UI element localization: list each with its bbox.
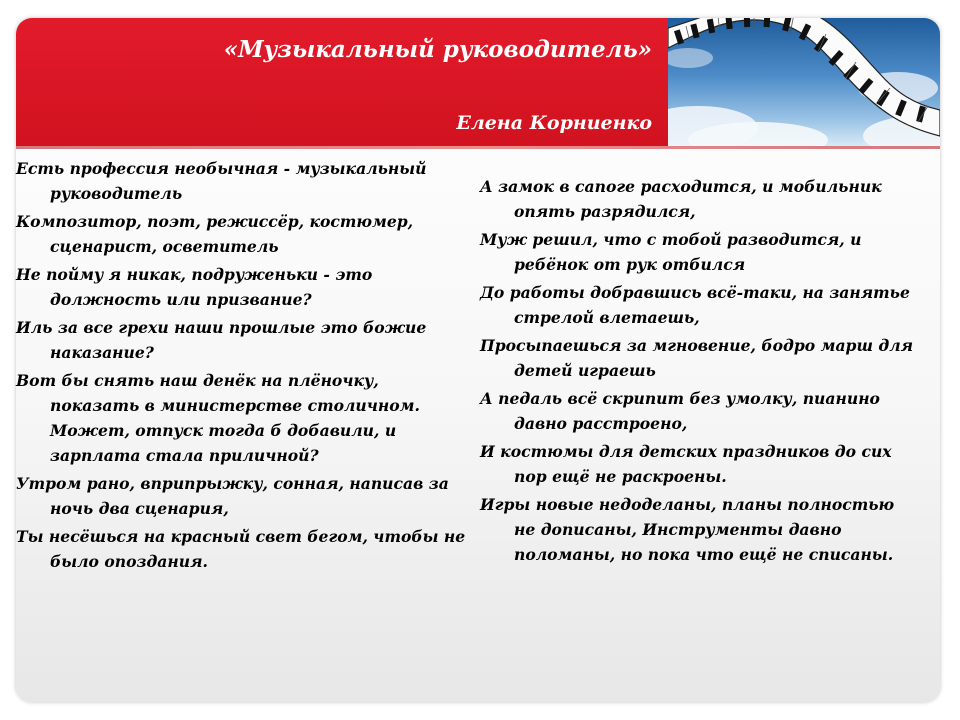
poem-column-right xyxy=(480,174,916,570)
poem-line: А педаль всё скрипит без умолку, пианино давно расстроено, xyxy=(480,389,880,433)
piano-keys-image xyxy=(668,18,940,146)
poem-line: Муж решил, что с тобой разводится, и ребёнок от рук отбился xyxy=(480,230,862,274)
poem-column-left xyxy=(16,156,466,577)
page-title: «Музыкальный руководитель» xyxy=(223,36,652,63)
header-divider xyxy=(16,146,940,149)
poem-line: Иль за все грехи наши прошлые это божие наказание? xyxy=(16,318,427,362)
poem-line: Утром рано, вприпрыжку, сонная, написав за ночь два сценария, xyxy=(16,474,449,518)
poem-line: И костюмы для детских праздников до сих пор ещё не раскроены. xyxy=(480,442,892,486)
poem-line: Игры новые недоделаны, планы полностью не дописаны, Инструменты давно поломаны, но пока что ещё не списаны. xyxy=(480,495,895,564)
poem-line: Есть профессия необычная - музыкальный руководитель xyxy=(16,159,427,203)
header-banner xyxy=(16,18,668,146)
poem-line: Вот бы снять наш денёк на плёночку, показать в министерстве столичном. Может, отпуск тогда б добавили, и зарплата стала приличной? xyxy=(16,371,420,465)
piano-staircase-graphic xyxy=(668,18,940,146)
poem-line: А замок в сапоге расходится, и мобильник опять разрядился, xyxy=(480,177,882,221)
poem-line: Ты несёшься на красный свет бегом, чтобы не было опоздания. xyxy=(16,527,466,571)
poem-line: Композитор, поэт, режиссёр, костюмер, сценарист, осветитель xyxy=(16,212,414,256)
poem-line: До работы добравшись всё-таки, на занятье стрелой влетаешь, xyxy=(480,283,910,327)
poem-line: Просыпаешься за мгновение, бодро марш для детей играешь xyxy=(480,336,914,380)
poem-line: Не пойму я никак, подруженьки - это должность или призвание? xyxy=(16,265,373,309)
author-name: Елена Корниенко xyxy=(456,112,652,134)
